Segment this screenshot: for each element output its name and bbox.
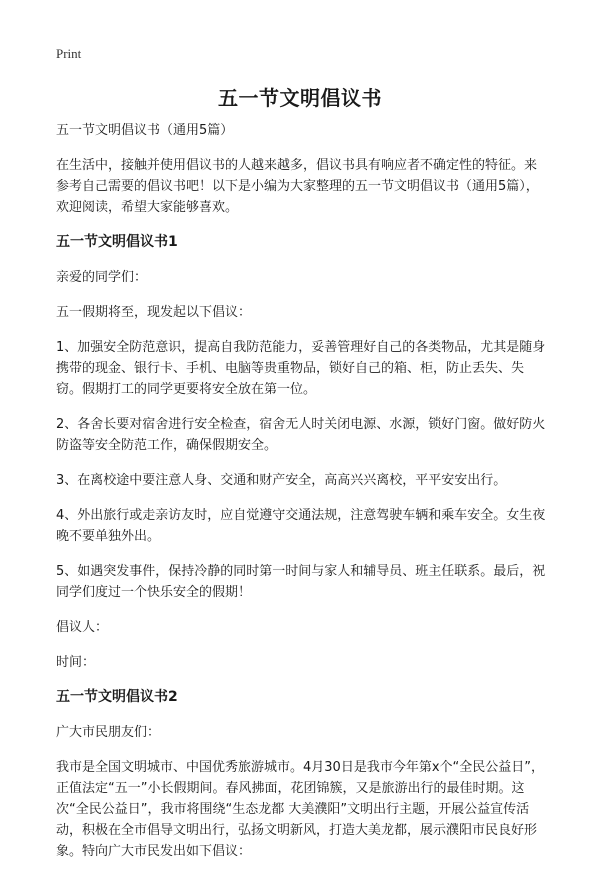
section1-item-5: 5、如遇突发事件，保持冷静的同时第一时间与家人和辅导员、班主任联系。最后，祝同学们度过一个快乐安全的假期！ [56, 564, 546, 600]
print-link[interactable]: Print [56, 46, 82, 61]
section1-greeting: 亲爱的同学们： [56, 270, 148, 285]
document-body [56, 120, 548, 876]
section1-lead: 五一假期将至，现发起以下倡议： [56, 305, 252, 320]
section1-proposer: 倡议人： [56, 620, 109, 635]
section1-item-3: 3、在离校途中要注意人身、交通和财产安全，高高兴兴离校，平平安安出行。 [56, 473, 507, 488]
section1-item-1: 1、加强安全防范意识，提高自我防范能力，妥善管理好自己的各类物品，尤其是随身携带的现金、银行卡、手机、电脑等贵重物品，锁好自己的箱、柜，防止丢失、失窃。假期打工的同学更要将安全放在第一位。 [56, 340, 546, 397]
section1-heading: 五一节文明倡议书1 [56, 234, 178, 250]
section2-heading: 五一节文明倡议书2 [56, 689, 178, 705]
document-subtitle: 五一节文明倡议书（通用5篇） [56, 123, 234, 138]
section1-item-2: 2、各舍长要对宿舍进行安全检查，宿舍无人时关闭电源、水源，锁好门窗。做好防火防盗等安全防范工作，确保假期安全。 [56, 417, 546, 453]
intro-paragraph: 在生活中，接触并使用倡议书的人越来越多，倡议书具有响应者不确定性的特征。来参考自己需要的倡议书吧！以下是小编为大家整理的五一节文明倡议书（通用5篇），欢迎阅读，希望大家能够喜欢。 [56, 158, 539, 215]
section2-greeting: 广大市民朋友们： [56, 725, 161, 740]
section1-time: 时间： [56, 655, 96, 670]
document-title: 五一节文明倡议书 [218, 86, 382, 110]
section2-body: 我市是全国文明城市、中国优秀旅游城市。4月30日是我市今年第x个“全民公益日”，正值法定“五一”小长假期间。春风拂面，花团锦簇，又是旅游出行的最佳时期。这次“全民公益日”，我市将围绕“生态龙都 大美濮阳”文明出行主题，开展公益宣传活动，积极在全市倡导文明出行，弘扬文明新风，打造大美龙都，展示濮阳市民良好形象。特向广大市民发出如下倡议： [56, 760, 544, 859]
section1-item-4: 4、外出旅行或走亲访友时，应自觉遵守交通法规，注意驾驶车辆和乘车安全。女生夜晚不要单独外出。 [56, 508, 546, 544]
